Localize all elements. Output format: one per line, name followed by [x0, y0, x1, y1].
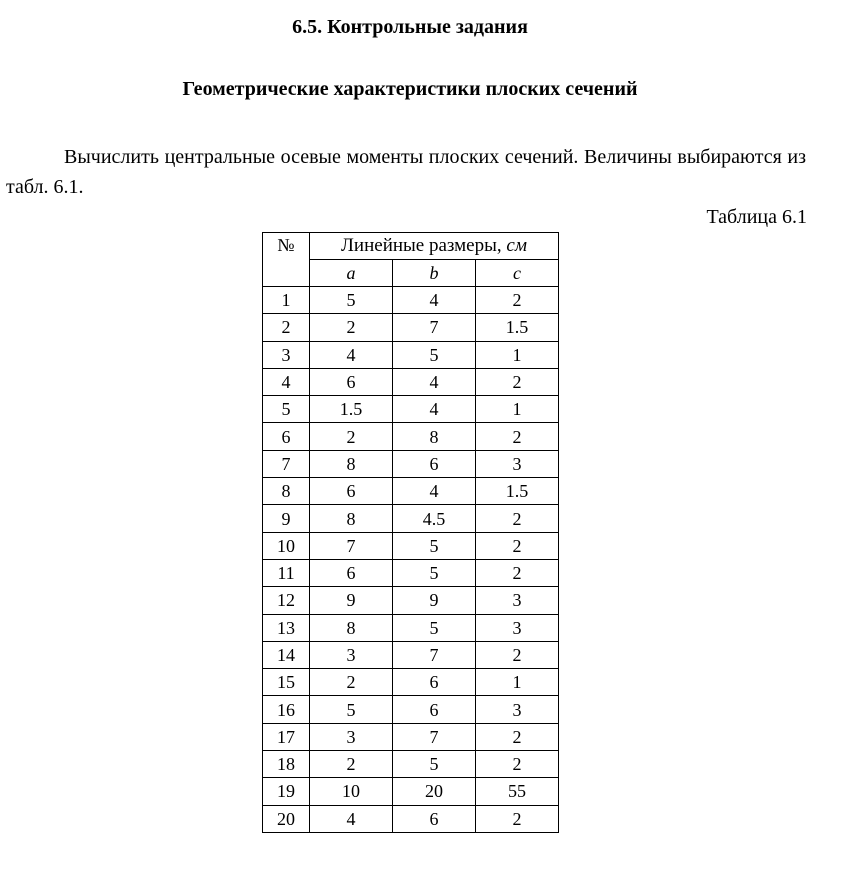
cell-a: 6 [310, 368, 393, 395]
cell-b: 8 [393, 423, 476, 450]
header-col-c: c [476, 260, 559, 287]
cell-c: 2 [476, 505, 559, 532]
cell-a: 8 [310, 505, 393, 532]
table-row [263, 587, 559, 614]
cell-b: 6 [393, 669, 476, 696]
task-paragraph: Вычислить центральные осевые моменты плоских сечений. Величины выбираются из табл. 6.1. [6, 146, 806, 198]
cell-b: 7 [393, 314, 476, 341]
cell-a: 8 [310, 450, 393, 477]
table-caption: Таблица 6.1 [706, 206, 807, 228]
table-row [263, 396, 559, 423]
cell-a: 6 [310, 559, 393, 586]
cell-a: 9 [310, 587, 393, 614]
header-unit: см [506, 235, 527, 256]
cell-c: 2 [476, 751, 559, 778]
cell-num: 8 [263, 478, 310, 505]
cell-a: 4 [310, 341, 393, 368]
cell-num: 14 [263, 641, 310, 668]
table-row [263, 669, 559, 696]
cell-b: 4 [393, 287, 476, 314]
cell-num: 12 [263, 587, 310, 614]
subtitle: Геометрические характеристики плоских сечений [182, 78, 638, 100]
cell-b: 9 [393, 587, 476, 614]
cell-c: 1.5 [476, 314, 559, 341]
cell-a: 2 [310, 669, 393, 696]
cell-c: 1 [476, 396, 559, 423]
table-row [263, 696, 559, 723]
header-linear-sizes [310, 233, 559, 260]
cell-c: 2 [476, 287, 559, 314]
cell-a: 4 [310, 805, 393, 832]
cell-c: 2 [476, 805, 559, 832]
table-row [263, 341, 559, 368]
cell-b: 5 [393, 751, 476, 778]
table-body [263, 287, 559, 833]
cell-c: 3 [476, 614, 559, 641]
cell-b: 4.5 [393, 505, 476, 532]
cell-c: 2 [476, 559, 559, 586]
cell-a: 2 [310, 314, 393, 341]
cell-num: 19 [263, 778, 310, 805]
cell-c: 1 [476, 341, 559, 368]
cell-b: 4 [393, 396, 476, 423]
cell-num: 15 [263, 669, 310, 696]
table-row [263, 505, 559, 532]
table-header-row [263, 233, 559, 260]
table-row [263, 532, 559, 559]
cell-b: 6 [393, 696, 476, 723]
cell-num: 11 [263, 559, 310, 586]
cell-a: 3 [310, 723, 393, 750]
cell-b: 7 [393, 723, 476, 750]
cell-a: 5 [310, 696, 393, 723]
cell-num: 10 [263, 532, 310, 559]
header-col-a: a [310, 260, 393, 287]
cell-num: 13 [263, 614, 310, 641]
cell-c: 3 [476, 450, 559, 477]
cell-b: 5 [393, 614, 476, 641]
cell-num: 3 [263, 341, 310, 368]
cell-a: 6 [310, 478, 393, 505]
table-row [263, 723, 559, 750]
table-row [263, 641, 559, 668]
cell-num: 20 [263, 805, 310, 832]
cell-b: 5 [393, 559, 476, 586]
table-row [263, 559, 559, 586]
table-row [263, 778, 559, 805]
cell-num: 16 [263, 696, 310, 723]
cell-c: 2 [476, 368, 559, 395]
cell-c: 2 [476, 532, 559, 559]
header-col-b: b [393, 260, 476, 287]
cell-a: 3 [310, 641, 393, 668]
table-row [263, 805, 559, 832]
cell-c: 1.5 [476, 478, 559, 505]
cell-b: 20 [393, 778, 476, 805]
cell-num: 5 [263, 396, 310, 423]
cell-a: 5 [310, 287, 393, 314]
table-row [263, 314, 559, 341]
cell-num: 4 [263, 368, 310, 395]
cell-b: 6 [393, 450, 476, 477]
cell-b: 7 [393, 641, 476, 668]
cell-num: 18 [263, 751, 310, 778]
cell-num: 17 [263, 723, 310, 750]
cell-num: 2 [263, 314, 310, 341]
cell-num: 6 [263, 423, 310, 450]
cell-a: 10 [310, 778, 393, 805]
cell-c: 3 [476, 587, 559, 614]
cell-a: 2 [310, 423, 393, 450]
cell-b: 6 [393, 805, 476, 832]
cell-b: 5 [393, 532, 476, 559]
table-row [263, 368, 559, 395]
cell-a: 1.5 [310, 396, 393, 423]
dimensions-table [262, 232, 559, 833]
section-title: 6.5. Контрольные задания [292, 16, 528, 38]
cell-c: 55 [476, 778, 559, 805]
cell-a: 7 [310, 532, 393, 559]
cell-c: 2 [476, 723, 559, 750]
cell-num: 1 [263, 287, 310, 314]
table-row [263, 450, 559, 477]
table-row [263, 423, 559, 450]
table-row [263, 478, 559, 505]
cell-b: 4 [393, 478, 476, 505]
cell-a: 2 [310, 751, 393, 778]
cell-num: 7 [263, 450, 310, 477]
cell-c: 1 [476, 669, 559, 696]
table-row [263, 751, 559, 778]
cell-b: 4 [393, 368, 476, 395]
cell-c: 2 [476, 423, 559, 450]
table-row [263, 614, 559, 641]
cell-b: 5 [393, 341, 476, 368]
cell-c: 3 [476, 696, 559, 723]
header-sizes-label: Линейные размеры, [341, 235, 507, 256]
cell-a: 8 [310, 614, 393, 641]
header-num: № [263, 233, 310, 287]
cell-num: 9 [263, 505, 310, 532]
table-row [263, 287, 559, 314]
cell-c: 2 [476, 641, 559, 668]
